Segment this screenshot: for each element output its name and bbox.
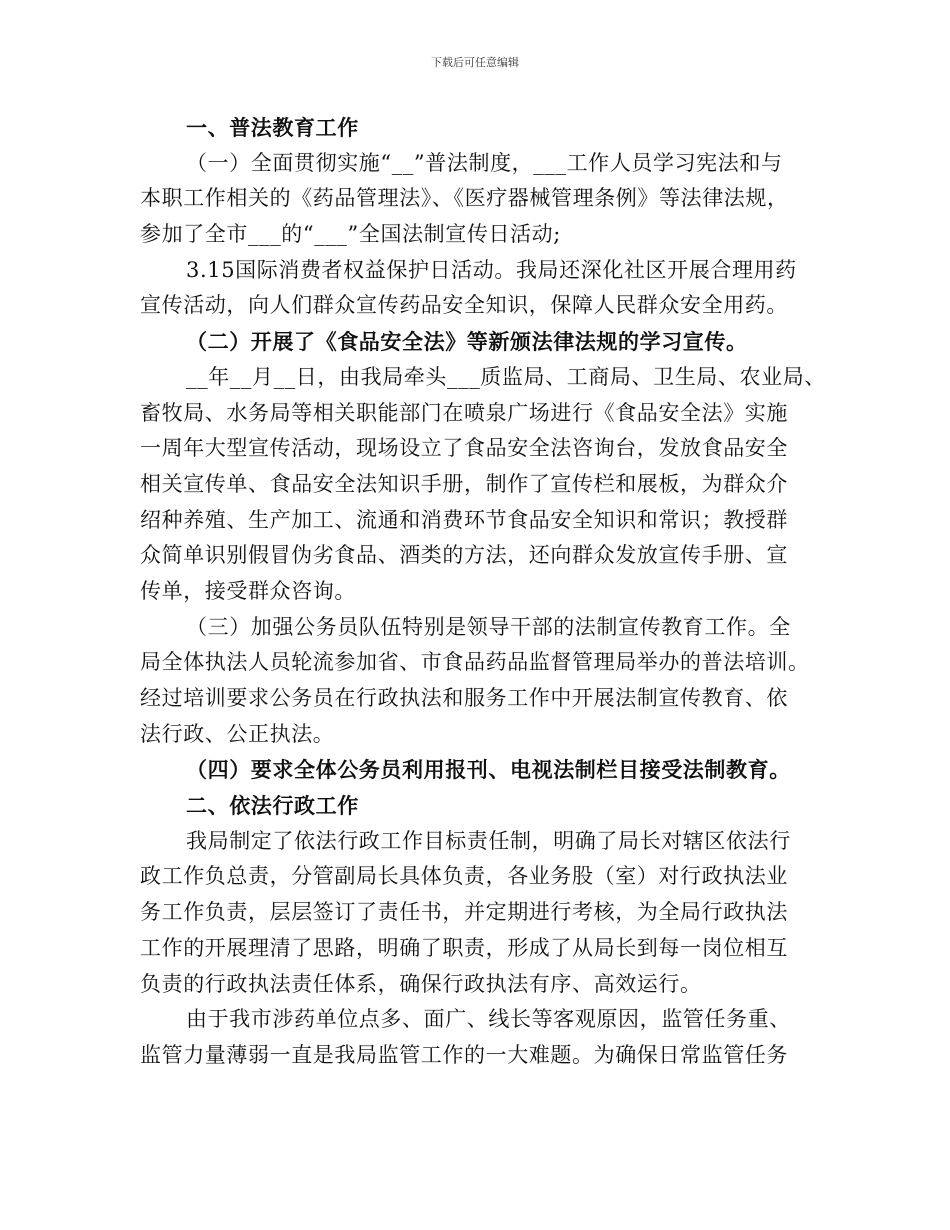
paragraph-line: 由于我市涉药单位点多、面广、线长等客观原因，监管任务重、 — [186, 1007, 791, 1032]
paragraph-line: 3.15国际消费者权益保护日活动。我局还深化社区开展合理用药 — [186, 257, 797, 282]
paragraph-line: 经过培训要求公务员在行政执法和服务工作中开展法制宣传教育、依 — [140, 686, 788, 710]
section-heading-line: 一、普法教育工作 — [186, 115, 359, 140]
section-heading-line: 二、依法行政工作 — [186, 793, 359, 819]
paragraph-line: 政工作负总责，分管副局长具体负责，各业务股（室）对行政执法业 — [140, 864, 788, 889]
paragraph-line: 法行政、公正执法。 — [140, 721, 335, 746]
paragraph-line: 一周年大型宣传活动，现场设立了食品安全法咨询台，发放食品安全 — [140, 436, 788, 461]
section-heading-line: （四）要求全体公务员利用报刊、电视法制栏目接受法制教育。 — [186, 757, 791, 783]
paragraph-line: __年__月__日，由我局牵头___质监局、工商局、卫生局、农业局、 — [186, 364, 826, 389]
paragraph-line: 负责的行政执法责任体系，确保行政执法有序、高效运行。 — [140, 971, 702, 996]
paragraph-line: 监管力量薄弱一直是我局监管工作的一大难题。为确保日常监管任务 — [140, 1042, 788, 1067]
header-note: 下载后可任意编辑 — [431, 56, 519, 69]
paragraph-line: 畜牧局、水务局等相关职能部门在喷泉广场进行《食品安全法》实施 — [140, 400, 788, 425]
paragraph-line: （三）加强公务员队伍特别是领导干部的法制宣传教育工作。全 — [186, 614, 791, 639]
paragraph-line: 传单，接受群众咨询。 — [140, 578, 356, 603]
section-heading-line: （二）开展了《食品安全法》等新颁法律法规的学习宣传。 — [186, 329, 748, 355]
paragraph-line: 相关宣传单、食品安全法知识手册，制作了宣传栏和展板，为群众介 — [140, 471, 788, 496]
paragraph-line: 众简单识别假冒伪劣食品、酒类的方法，还向群众发放宣传手册、宣 — [140, 543, 788, 568]
paragraph-line: 工作的开展理清了思路，明确了职责，形成了从局长到每一岗位相互 — [140, 935, 788, 960]
paragraph-line: 局全体执法人员轮流参加省、市食品药品监督管理局举办的普法培训。 — [140, 650, 810, 675]
paragraph-line: 绍种养殖、生产加工、流通和消费环节食品安全知识和常识；教授群 — [140, 507, 788, 532]
paragraph-line: 宣传活动，向人们群众宣传药品安全知识，保障人民群众安全用药。 — [140, 293, 788, 318]
paragraph-line: 务工作负责，层层签订了责任书，并定期进行考核，为全局行政执法 — [140, 900, 788, 925]
paragraph-line: （一）全面贯彻实施“__”普法制度，___工作人员学习宪法和与 — [186, 150, 783, 175]
paragraph-line: 我局制定了依法行政工作目标责任制，明确了局长对辖区依法行 — [186, 828, 791, 853]
document-body — [140, 110, 826, 1074]
paragraph-line: 参加了全市___的“___”全国法制宣传日活动; — [140, 222, 561, 247]
paragraph-line: 本职工作相关的《药品管理法》、《医疗器械管理条例》等法律法规， — [140, 186, 789, 211]
